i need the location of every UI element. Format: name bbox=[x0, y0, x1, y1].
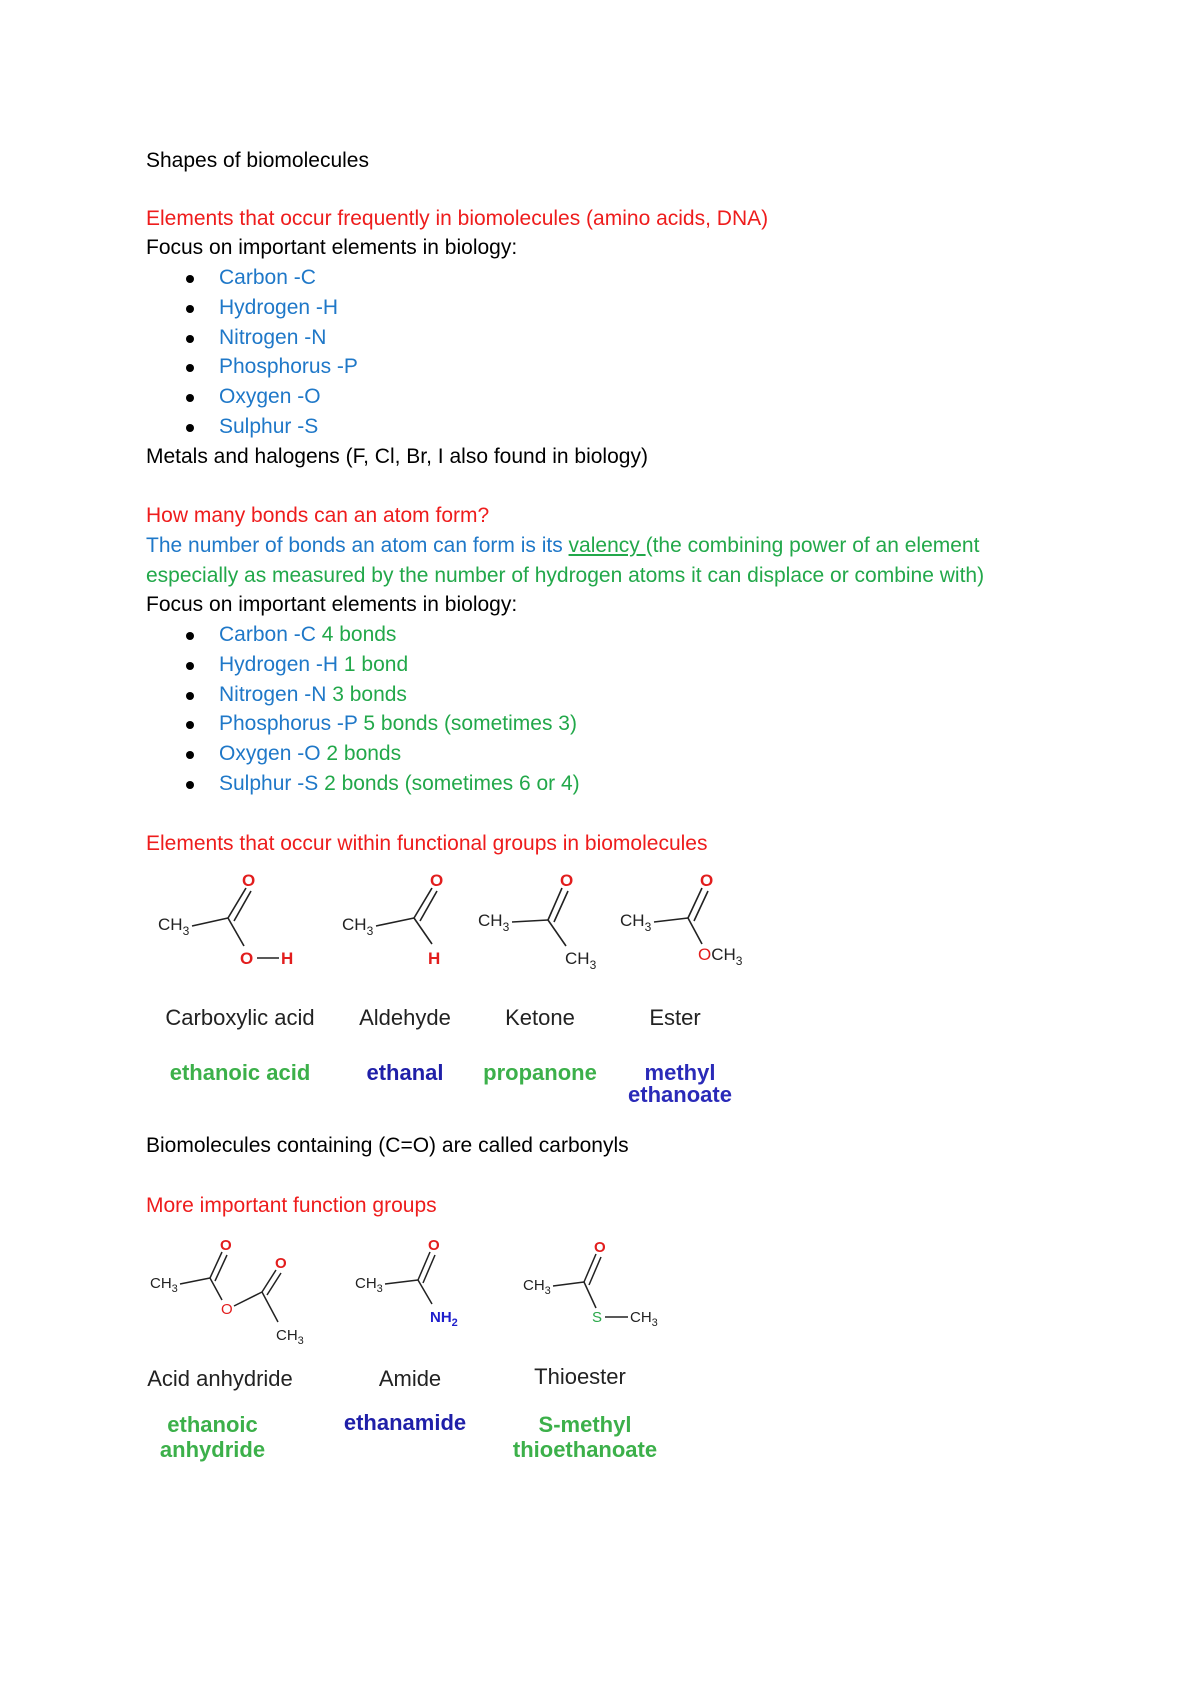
list-item bbox=[219, 682, 407, 708]
bond-count: 1 bond bbox=[343, 653, 409, 676]
acid-anhydride-structure bbox=[150, 1237, 304, 1347]
atom-label: $CH_3$ bbox=[523, 1277, 551, 1297]
section2-intro: Focus on important elements in biology: bbox=[146, 593, 518, 616]
definition-text: The number of bonds an atom can form is its bbox=[146, 534, 569, 557]
oxygen-label: O bbox=[275, 1255, 287, 1272]
atom-label: $CH_3$ bbox=[478, 911, 510, 934]
bullet bbox=[186, 721, 194, 729]
group-type-label: Carboxylic acid bbox=[165, 1005, 315, 1030]
aldehyde-structure bbox=[342, 871, 443, 968]
atom-label: $OCH_3$ bbox=[698, 945, 743, 968]
group-type-label: Ketone bbox=[505, 1005, 575, 1030]
oxygen-label: O bbox=[220, 1237, 232, 1254]
list-item: Sulphur -S bbox=[219, 415, 319, 438]
oxygen-label: O bbox=[430, 871, 444, 890]
compound-name bbox=[500, 1412, 670, 1462]
page-title: Shapes of biomolecules bbox=[146, 149, 369, 172]
bullet bbox=[186, 364, 194, 372]
group-type-label: Ester bbox=[649, 1005, 701, 1030]
definition-text: (the combining power of an element bbox=[645, 534, 980, 557]
section1-intro: Focus on important elements in biology: bbox=[146, 236, 518, 259]
ketone-structure bbox=[478, 871, 597, 972]
atom-label: $CH_3$ bbox=[565, 949, 597, 972]
list-item bbox=[219, 711, 577, 737]
compound-name-line: anhydride bbox=[159, 1437, 266, 1462]
bullet bbox=[186, 394, 194, 402]
compound-name bbox=[610, 1062, 750, 1106]
compound-name-line: ethanoic bbox=[167, 1412, 258, 1437]
list-item: Oxygen -O bbox=[219, 385, 321, 408]
oxygen-label: O bbox=[594, 1239, 606, 1256]
bullet bbox=[186, 424, 194, 432]
element-name: Hydrogen -H bbox=[219, 653, 344, 676]
thioester-structure bbox=[523, 1239, 658, 1329]
element-name: Sulphur -S bbox=[219, 772, 325, 795]
group-type-label: Aldehyde bbox=[359, 1005, 451, 1030]
carbonyl-note: Biomolecules containing (C=O) are called carbonyls bbox=[146, 1134, 629, 1157]
atom-label: $CH_3$ bbox=[276, 1327, 304, 1347]
element-name: Carbon -C bbox=[219, 623, 322, 646]
atom-label: $CH_3$ bbox=[630, 1309, 658, 1329]
section1-note: Metals and halogens (F, Cl, Br, I also found in biology) bbox=[146, 445, 648, 468]
hydrogen-label: H bbox=[428, 949, 441, 968]
ester-structure bbox=[620, 871, 743, 968]
bullet bbox=[186, 781, 194, 789]
bond-count: 2 bonds (sometimes 6 or 4) bbox=[324, 772, 580, 795]
compound-name-line: methyl bbox=[644, 1060, 716, 1085]
group-type-label: Thioester bbox=[534, 1364, 626, 1389]
bullet bbox=[186, 751, 194, 759]
list-item: Hydrogen -H bbox=[219, 296, 339, 319]
element-name: Phosphorus -P bbox=[219, 712, 364, 735]
compound-name: ethanal bbox=[366, 1060, 444, 1085]
definition-line-2: especially as measured by the number of hydrogen atoms it can displace or combine with) bbox=[146, 564, 985, 587]
hydrogen-label: H bbox=[281, 949, 294, 968]
more-functional-groups-figure bbox=[0, 1230, 1200, 1360]
compound-name bbox=[130, 1412, 295, 1462]
valency-term: valency bbox=[568, 534, 646, 557]
atom-label: $CH_3$ bbox=[158, 915, 190, 938]
carboxylic-acid-structure bbox=[158, 871, 293, 968]
bullet bbox=[186, 692, 194, 700]
oxygen-label: O bbox=[240, 949, 254, 968]
oxygen-label: O bbox=[242, 871, 256, 890]
section3-heading: Elements that occur within functional groups in biomolecules bbox=[146, 832, 708, 855]
compound-name-line: ethanoate bbox=[628, 1082, 732, 1107]
list-item bbox=[219, 652, 408, 678]
section2-heading: How many bonds can an atom form? bbox=[146, 504, 490, 527]
atom-label: $CH_3$ bbox=[620, 911, 652, 934]
amide-structure bbox=[355, 1237, 458, 1329]
functional-groups-figure bbox=[0, 860, 1200, 980]
bullet bbox=[186, 662, 194, 670]
list-item: Nitrogen -N bbox=[219, 326, 327, 349]
compound-name-line: thioethanoate bbox=[512, 1437, 658, 1462]
group-type-label: Acid anhydride bbox=[147, 1366, 293, 1391]
list-item: Phosphorus -P bbox=[219, 355, 358, 378]
list-item bbox=[219, 622, 396, 648]
atom-label: $CH_3$ bbox=[342, 915, 374, 938]
oxygen-label: O bbox=[221, 1301, 233, 1318]
compound-name: propanone bbox=[483, 1060, 597, 1085]
compound-name: ethanamide bbox=[343, 1410, 467, 1435]
element-name: Nitrogen -N bbox=[219, 683, 333, 706]
section4-heading: More important function groups bbox=[146, 1194, 437, 1217]
valency-definition bbox=[146, 533, 979, 559]
bullet bbox=[186, 632, 194, 640]
list-item bbox=[219, 771, 580, 797]
list-item: Carbon -C bbox=[219, 266, 316, 289]
compound-name: ethanoic acid bbox=[169, 1060, 311, 1085]
list-item bbox=[219, 741, 401, 767]
section1-heading: Elements that occur frequently in biomolecules (amino acids, DNA) bbox=[146, 207, 769, 230]
sulfur-label: S bbox=[592, 1309, 603, 1326]
oxygen-label: O bbox=[428, 1237, 440, 1254]
bond-count: 5 bonds (sometimes 3) bbox=[363, 712, 577, 735]
bond-count: 2 bonds bbox=[326, 742, 402, 765]
group-type-label: Amide bbox=[378, 1366, 442, 1391]
oxygen-label: O bbox=[560, 871, 574, 890]
bullet bbox=[186, 335, 194, 343]
atom-label: $CH_3$ bbox=[150, 1275, 178, 1295]
compound-name-line: S-methyl bbox=[538, 1412, 632, 1437]
oxygen-label: O bbox=[700, 871, 714, 890]
bullet bbox=[186, 275, 194, 283]
element-name: Oxygen -O bbox=[219, 742, 327, 765]
bond-count: 3 bonds bbox=[332, 683, 407, 706]
bullet bbox=[186, 305, 194, 313]
nitrogen-label: $NH_2$ bbox=[430, 1309, 458, 1329]
atom-label: $CH_3$ bbox=[355, 1275, 383, 1295]
bond-count: 4 bonds bbox=[321, 623, 397, 646]
